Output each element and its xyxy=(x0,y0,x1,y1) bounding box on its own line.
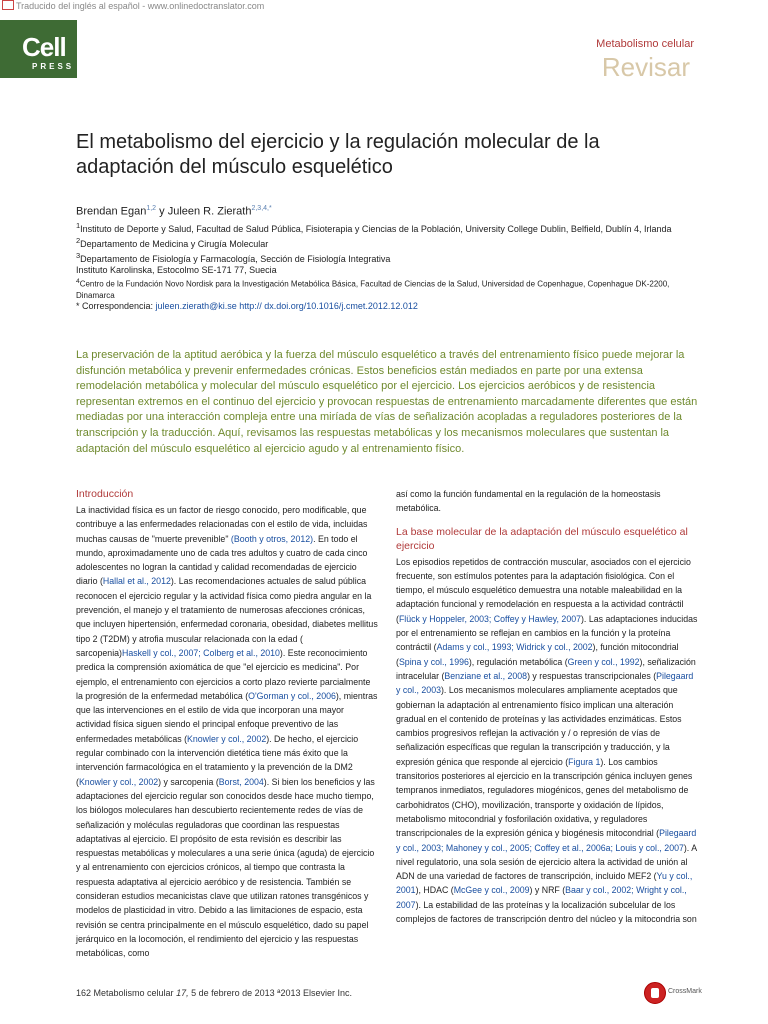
citation-link[interactable]: Yu y col., 2001 xyxy=(396,871,693,896)
author-zierath: Juleen R. Zierath xyxy=(167,205,252,218)
citation-link[interactable]: Borst, 2004 xyxy=(218,776,264,787)
crossmark-badge[interactable] xyxy=(644,982,732,1004)
citation-link[interactable]: Figura 1 xyxy=(568,756,601,767)
citation-link[interactable]: Pilegaard y col., 2003; Mahoney y col., 2005; Coffey et al., 2006a; Louis y col., 2007 xyxy=(396,828,697,853)
citation-link[interactable]: Haskell y col., 2007; Colberg et al., 2010 xyxy=(121,647,280,658)
intro-paragraph xyxy=(76,503,378,961)
intro-heading: Introducción xyxy=(76,488,134,500)
citation-link[interactable]: (Booth y otros, 2012) xyxy=(230,533,314,544)
citation-link[interactable]: McGee y col., 2009 xyxy=(453,885,530,896)
citation-link[interactable]: Green y col., 1992 xyxy=(567,656,640,667)
author-line xyxy=(76,205,272,218)
page-footer xyxy=(76,988,352,998)
translator-banner[interactable] xyxy=(2,0,264,11)
correspondence xyxy=(76,301,686,312)
body-text: Los episodios repetidos de contracción muscular, asociados con el ejercicio frecuente, son estímulos potentes para la adaptación fisiológica. Con el tiempo, el músculo esquelético demuestra una notable maleabilidad en la adaptación funcional y remodelación en respuesta a la actividad contráctil ( xyxy=(396,556,691,624)
crossmark-label: CrossMark xyxy=(668,988,702,995)
correspondence-email[interactable]: juleen.zierath@ki.se xyxy=(155,300,237,311)
left-column xyxy=(76,487,378,961)
logo-press: PRESS xyxy=(32,62,75,71)
intro-continuation: así como la función fundamental en la regulación de la homeostasis metabólica. xyxy=(396,489,661,514)
translate-icon xyxy=(2,0,14,10)
journal-name: Metabolismo celular xyxy=(596,38,694,50)
right-column xyxy=(396,487,698,926)
body-text: La inactividad física es un factor de riesgo conocido, pero modificable, que contribuye a las enfermedades relacionadas con el estilo de vida, incluidas muchas causas de "muerte prevenible" xyxy=(76,505,368,544)
affiliation-4: $^4$Centro de la Fundación Novo Nordisk para la Investigación Metabólica Básica, Facultad de Ciencias de la Salud, Universidad de Copenhague, Copenhague DK-2200, Dinamarca xyxy=(76,278,670,300)
molecular-basis-paragraph xyxy=(396,555,698,927)
affiliations xyxy=(76,220,686,312)
article-title: El metabolismo del ejercicio y la regulación molecular de la adaptación del músculo esquelético xyxy=(76,131,600,178)
body-text: ). La estabilidad de las proteínas y la localización subcelular de los complejos de factores de transcripción dentro del núcleo y la mitocondria son xyxy=(396,899,697,925)
footer-volume: 17, xyxy=(176,988,189,998)
body-text: ). Las recomendaciones actuales de salud pública reconocen el ejercicio regular y la actividad física como piedra angular en la prevención, el manejo y el tratamiento de numerosas afecciones crónicas, que incluyen hipertensión, enfermedad coronaria, obesidad, diabetes mellitus tipo 2 (T2DM) y atrofia muscular relacionada con la edad ( sarcopenia) xyxy=(76,576,378,658)
affiliation-1: $^1$Instituto de Deporte y Salud, Facultad de Salud Pública, Fisioterapia y Ciencias de la Población, University College Dublin, Belfield, Dublín 4, Irlanda xyxy=(76,221,672,234)
affiliation-3-location: Instituto Karolinska, Estocolmo SE-171 77, Suecia xyxy=(76,265,277,275)
body-text: ). A nivel regulatorio, una sola sesión de ejercicio altera la actividad de unión al ADN de una variedad de factores de transcripción, incluido MEF2 ( xyxy=(396,842,697,882)
citation-link[interactable]: Spina y col., 1996 xyxy=(398,656,469,667)
citation-link[interactable]: Flück y Hoppeler, 2003; Coffey y Hawley, 2007 xyxy=(398,613,581,624)
author-egan: Brendan Egan xyxy=(76,205,147,218)
footer-page-journal: 162 Metabolismo celular xyxy=(76,988,177,998)
citation-link[interactable]: O'Gorman y col., 2006 xyxy=(248,690,336,701)
body-text: ), HDAC ( xyxy=(415,885,454,896)
body-text: ) y NRF ( xyxy=(529,885,566,896)
cell-press-logo xyxy=(0,20,77,78)
citation-link[interactable]: Baar y col., 2002; Wright y col., 2007 xyxy=(396,885,687,910)
affiliation-2: $^2$Departamento de Medicina y Cirugía Molecular xyxy=(76,236,269,249)
author-conjunction: y xyxy=(156,205,168,218)
citation-link[interactable]: Knowler y col., 2002 xyxy=(187,733,267,744)
author-zierath-affil: 2,3,4,* xyxy=(251,205,272,212)
body-text: ). Este reconocimiento predica la comprensión axiomática de que "el ejercicio es medicina". Por ejemplo, el entrenamiento con ejercicios a corto plazo revierte parcialmente la progresión de la enfermedad metabólica ( xyxy=(76,647,371,701)
body-text: ). Las adaptaciones inducidas por el entrenamiento se reflejan en cambios en la función y la proteína contráctil ( xyxy=(396,613,698,653)
translator-text: Traducido del inglés al español - www.onlinedoctranslator.com xyxy=(16,1,265,11)
body-text: ). Los mecanismos moleculares ampliamente aceptados que gobiernan la adaptación al entrenamiento físico implican una alteración gradual en el contenido de proteínas y las actividades enzimáticas. Estos cambios progresivos reflejan la activación y / o represión de vías de señalización específicas que regulan la transcripción y traducción, y la expresión génica que responde al ejercicio ( xyxy=(396,685,682,767)
citation-link[interactable]: Pilegaard y col., 2003 xyxy=(396,670,694,696)
body-text: ). Los cambios transitorios posteriores al ejercicio en la transcripción génica incluyen genes tempranos inmediatos, reguladores miogénicos, genes del metabolismo de carbohidratos (CHO), movilización, transporte y oxidación de lípidos, metabolismo mitocondrial y fosforilación oxidativa, y reguladores transcripcionales de la expresión génica y biogénesis mitocondrial ( xyxy=(396,756,693,839)
molecular-basis-heading: La base molecular de la adaptación del músculo esquelético al ejercicio xyxy=(396,525,688,552)
citation-link[interactable]: Knowler y col., 2002 xyxy=(78,776,159,787)
author-egan-affil: 1,2 xyxy=(146,205,157,212)
body-text: . En todo el mundo, aproximadamente uno de cada tres adultos y cuatro de cada cinco adolescentes no logran la cantidad y calidad recomendadas de ejercicio diario ( xyxy=(76,533,368,587)
article-type: Revisar xyxy=(601,52,690,82)
body-text: ), función mitocondrial ( xyxy=(396,642,679,667)
citation-link[interactable]: Adams y col., 1993; Widrick y col., 2002 xyxy=(436,642,593,653)
body-text: ), señalización intracelular ( xyxy=(396,656,696,681)
footer-date: 5 de febrero de 2013 ª2013 Elsevier Inc. xyxy=(188,988,353,998)
citation-link[interactable]: Benziane et al., 2008 xyxy=(444,670,528,681)
logo-cell: Cell xyxy=(22,32,66,62)
body-text: ) y respuestas transcripcionales ( xyxy=(527,670,657,681)
body-text: ). Si bien los beneficios y las adaptaciones del ejercicio regular son conocidos desde hace mucho tiempo, los biólogos moleculares han descubierto recientemente redes de vías de señalización y moléculas reguladoras que coordinan las respuestas adaptativas al ejercicio. El propósito de esta revisión es describir las respuestas metabólicas y moleculares a una serie única (aguda) de ejercicio y al entrenamiento con ejercicios crónicos, al tiempo que contrasta la respuesta adaptativa al ejercicio aeróbico y de resistencia. También se consideran estudios mecanicistas clave que utilizan ratones transgénicos y modelos de plasticidad in vitro. Debido a las limitaciones de espacio, esta revisión se centra principalmente en el músculo esquelético, dado su papel jerárquico en la locomoción, el rendimiento del ejercicio y las respuestas metabólicas, como xyxy=(76,776,375,959)
doi-link[interactable]: http:// dx.doi.org/10.1016/j.cmet.2012.12.012 xyxy=(239,300,418,311)
body-text: ). De hecho, el ejercicio regular combinado con la intervención dietética tiene más éxito que la intervención farmacológica en el tratamiento y la prevención de la DM2 ( xyxy=(76,733,359,787)
citation-link[interactable]: Hallal et al., 2012 xyxy=(102,576,171,587)
body-text: ), regulación metabólica ( xyxy=(468,656,568,667)
body-text: ) y sarcopenia ( xyxy=(158,776,219,787)
correspondence-label: * Correspondencia: xyxy=(76,300,156,311)
affiliation-3: $^3$Departamento de Fisiología y Farmacología, Sección de Fisiología Integrativa xyxy=(76,251,391,264)
crossmark-icon xyxy=(644,982,666,1004)
abstract: La preservación de la aptitud aeróbica y la fuerza del músculo esquelético a través del entrenamiento físico puede mejorar la disfunción metabólica y prevenir enfermedades crónicas. Estos beneficios están mediados en parte por una extensa remodelación metabólica y molecular del músculo esquelético por el ejercicio. Los ejercicios aeróbicos y de resistencia representan extremos en el continuo del ejercicio y provocan respuestas de entrenamiento marcadamente diferentes que están mediadas por una interacción compleja entre una miríada de vías de señalización acopladas a reguladores posteriores de la transcripción y la traducción. Aquí, revisamos las respuestas metabólicas y los mecanismos moleculares que sustentan la adaptación del músculo esquelético al ejercicio agudo y al entrenamiento físico. xyxy=(76,349,698,455)
body-text: ), mientras que las intervenciones en el estilo de vida que incorporan una mayor actividad física siguen siendo el principal enfoque preventivo de las enfermedades metabólicas ( xyxy=(76,690,378,744)
